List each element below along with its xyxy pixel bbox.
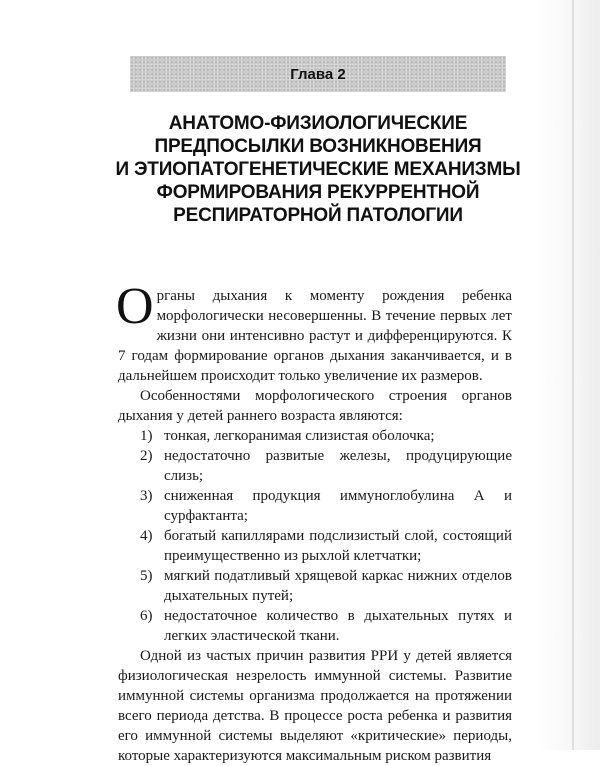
list-intro-paragraph: Особенностями морфологического строения органов дыхания у детей раннего возраста являются:	[118, 388, 512, 424]
list-item-text: сниженная продукция иммуноглобулина А и сурфактанта;	[164, 488, 512, 524]
list-item-text: тонкая, легкоранимая слизистая оболочка;	[164, 428, 435, 444]
page-edge-line	[572, 0, 574, 750]
intro-paragraph	[116, 278, 512, 386]
list-item-number: 6)	[140, 608, 153, 624]
closing-paragraph: Одной из частых причин развития РРИ у детей является физиологическая незрелость иммунной системы. Развитие иммунной системы организма продолжается на протяжении всего периода детства. В процессе роста ребенка и развития его иммунной системы выделяют «критические» периоды, которые характеризуются максимальным риском развития	[118, 648, 512, 764]
intro-paragraph-text: рганы дыхания к моменту рождения ребенка морфологически несовершенны. В течение первых лет жизни они интенсивно растут и дифференцируются. К 7 годам формирование органов дыхания заканчивается, и в дальнейшем происходит только увеличение их размеров.	[118, 288, 512, 384]
title-line: АНАТОМО-ФИЗИОЛОГИЧЕСКИЕ	[168, 113, 468, 134]
features-list	[118, 426, 512, 646]
chapter-title	[96, 112, 540, 227]
title-line: И ЭТИОПАТОГЕНЕТИЧЕСКИЕ МЕХАНИЗМЫ	[115, 159, 521, 180]
title-line: ФОРМИРОВАНИЯ РЕКУРРЕНТНОЙ	[156, 182, 480, 203]
page-edge-shadow	[538, 0, 600, 750]
drop-cap: О	[116, 278, 154, 335]
list-item-number: 4)	[140, 528, 153, 544]
list-item	[118, 446, 512, 486]
list-item-number: 1)	[140, 428, 153, 444]
chapter-banner	[130, 56, 506, 92]
list-item-number: 5)	[140, 568, 153, 584]
body-text	[116, 278, 512, 766]
list-item	[118, 426, 512, 446]
list-item	[118, 566, 512, 606]
list-item-number: 2)	[140, 448, 153, 464]
list-item-number: 3)	[140, 488, 153, 504]
title-line: РЕСПИРАТОРНОЙ ПАТОЛОГИИ	[173, 205, 463, 226]
list-item	[118, 606, 512, 646]
list-item-text: недостаточное количество в дыхательных путях и легких эластической ткани.	[164, 608, 512, 644]
list-item	[118, 486, 512, 526]
list-item-text: богатый капиллярами подслизистый слой, состоящий преимущественно из рыхлой клетчатки;	[164, 528, 512, 564]
chapter-label: Глава 2	[290, 65, 346, 83]
list-item-text: мягкий податливый хрящевой каркас нижних отделов дыхательных путей;	[164, 568, 512, 604]
list-item-text: недостаточно развитые железы, продуцирующие слизь;	[164, 448, 512, 484]
title-line: ПРЕДПОСЫЛКИ ВОЗНИКНОВЕНИЯ	[154, 136, 482, 157]
list-item	[118, 526, 512, 566]
